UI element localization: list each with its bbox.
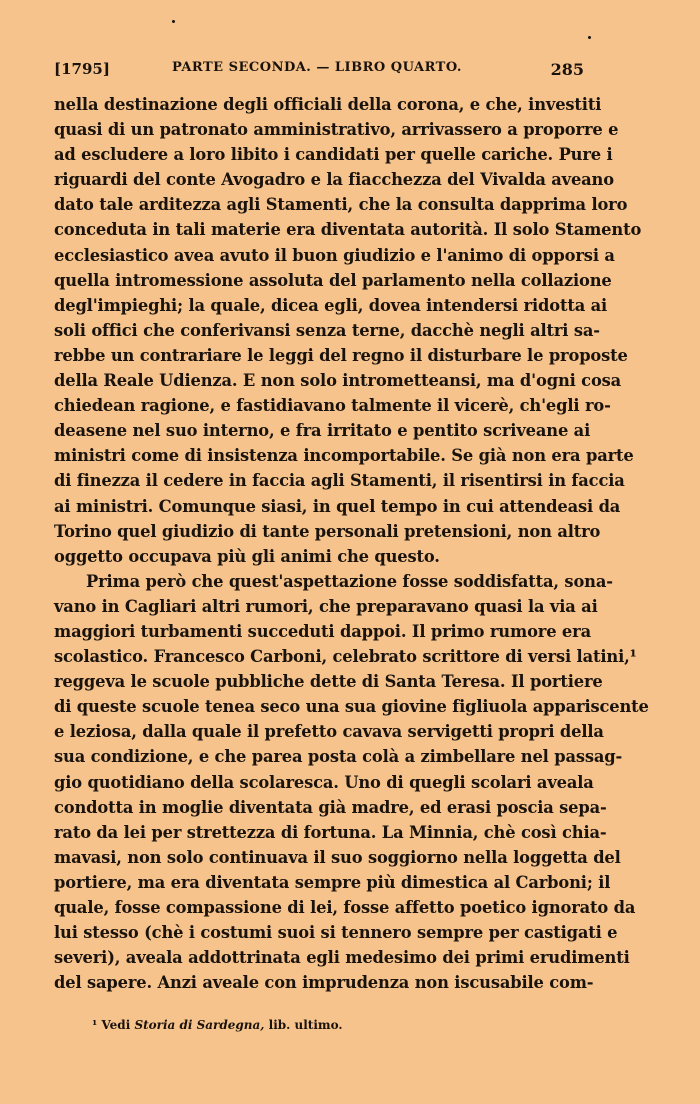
text-line: conceduta in tali materie era diventata autorità. Il solo Stamento: [54, 220, 642, 240]
text-line: vano in Cagliari altri rumori, che preparavano quasi la via ai: [54, 596, 598, 616]
text-line: dato tale arditezza agli Stamenti, che la consulta dapprima loro: [54, 195, 628, 215]
top-speck-mark: [172, 20, 175, 23]
text-line: severi), aveala addottrinata egli medesimo dei primi erudimenti: [54, 948, 630, 968]
footnote: [92, 1018, 343, 1032]
footnote-suffix: lib. ultimo.: [268, 1018, 343, 1032]
text-line: condotta in moglie diventata già madre, ed erasi poscia sepa-: [54, 797, 607, 817]
text-line: gio quotidiano della scolaresca. Uno di quegli scolari aveala: [54, 772, 594, 792]
text-line: Torino quel giudizio di tante personali pretensioni, non altro: [54, 521, 601, 541]
text-line: ai ministri. Comunque siasi, in quel tempo in cui attendeasi da: [54, 496, 621, 516]
text-line: di finezza il cedere in faccia agli Stamenti, il risentirsi in faccia: [54, 471, 625, 491]
text-line: sua condizione, e che parea posta colà a zimbellare nel passag-: [54, 747, 623, 767]
text-line: della Reale Udienza. E non solo intrometteansi, ma d'ogni cosa: [54, 371, 622, 391]
text-line: portiere, ma era diventata sempre più dimestica al Carboni; il: [54, 872, 611, 892]
text-line: rebbe un contrariare le leggi del regno il disturbare le proposte: [54, 345, 628, 365]
header-title: PARTE SECONDA. — LIBRO QUARTO.: [172, 60, 462, 75]
body-text: [54, 92, 649, 995]
text-line: nella destinazione degli officiali della corona, e che, investiti: [54, 95, 602, 114]
text-line: chiedean ragione, e fastidiavano talmente il vicerè, ch'egli ro-: [54, 396, 611, 416]
text-line: scolastico. Francesco Carboni, celebrato scrittore di versi latini,¹: [54, 647, 637, 667]
text-line: soli offici che conferivansi senza terne, dacchè negli altri sa-: [54, 320, 600, 340]
text-line: quella intromessione assoluta del parlamento nella collazione: [54, 270, 612, 290]
text-line: lui stesso (chè i costumi suoi si tennero sempre per castigati e: [54, 923, 618, 943]
text-line-paragraph-end: oggetto occupava più gli animi che questo.: [54, 546, 440, 566]
text-line: e leziosa, dalla quale il prefetto cavava servigetti propri della: [54, 722, 604, 742]
text-line: mavasi, non solo continuava il suo soggiorno nella loggetta del: [54, 847, 621, 867]
text-line: quasi di un patronato amministrativo, arrivassero a proporre e: [54, 120, 619, 140]
corner-speck-mark: [588, 36, 591, 39]
text-line: del sapere. Anzi aveale con imprudenza non iscusabile com-: [54, 973, 594, 993]
text-line: ecclesiastico avea avuto il buon giudizio e l'animo di opporsi a: [54, 245, 615, 265]
running-header: [54, 60, 584, 84]
text-line: di queste scuole tenea seco una sua giovine figliuola appariscente: [54, 697, 649, 717]
text-line: deasene nel suo interno, e fra irritato e pentito scriveane ai: [54, 421, 591, 441]
header-year: [1795]: [54, 60, 110, 78]
text-line: riguardi del conte Avogadro e la fiacchezza del Vivalda aveano: [54, 170, 614, 190]
text-line-paragraph-start: Prima però che quest'aspettazione fosse soddisfatta, sona-: [86, 571, 613, 591]
text-line: ministri come di insistenza incomportabile. Se già non era parte: [54, 446, 634, 466]
text-line: reggeva le scuole pubbliche dette di Santa Teresa. Il portiere: [54, 672, 603, 692]
page-number: 285: [550, 60, 584, 79]
footnote-work-title: Storia di Sardegna,: [134, 1018, 265, 1032]
text-line: maggiori turbamenti succeduti dappoi. Il primo rumore era: [54, 621, 591, 641]
footnote-marker: ¹: [92, 1018, 98, 1032]
text-line: degl'impieghi; la quale, dicea egli, dovea intendersi ridotta ai: [54, 295, 608, 315]
text-line: ad escludere a loro libito i candidati per quelle cariche. Pure i: [54, 145, 613, 165]
footnote-prefix: Vedi: [101, 1018, 131, 1032]
text-line: quale, fosse compassione di lei, fosse affetto poetico ignorato da: [54, 898, 636, 917]
text-line: rato da lei per strettezza di fortuna. La Minnia, chè così chia-: [54, 822, 607, 842]
